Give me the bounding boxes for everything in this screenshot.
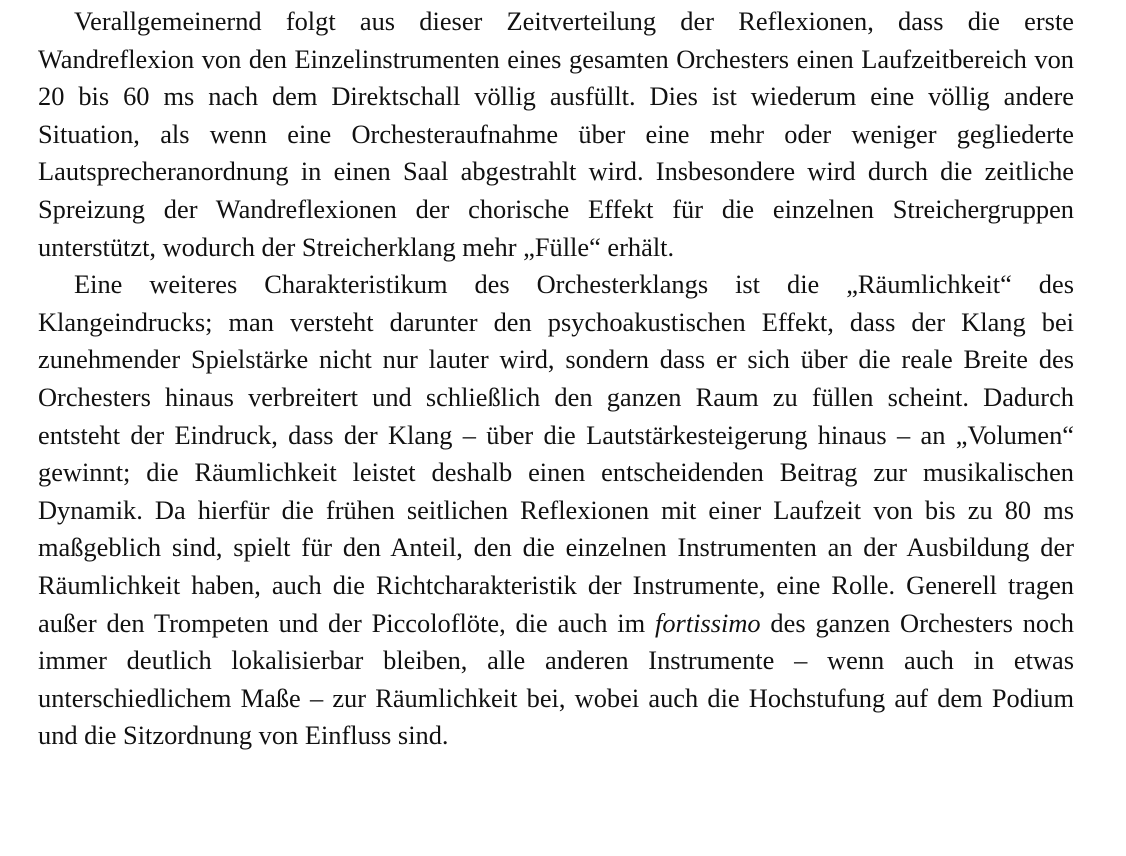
- paragraph-spaciousness: [38, 266, 1074, 755]
- italic-term-fortissimo: fortissimo: [654, 607, 761, 638]
- paragraph-spaciousness-text-start: Eine weiteres Charakteristikum des Orchesterklangs ist die „Räumlichkeit“ des Klangeindrucks; man versteht darunter den psychoakustischen Effekt, dass der Klang bei zunehmender Spielstärke nicht nur lauter wird, sondern dass er sich über die reale Breite des Orchesters hinaus verbreitert und schließlich den ganzen Raum zu füllen scheint. Dadurch entsteht der Eindruck, dass der Klang – über die Lautstärkesteigerung hinaus – an „Volumen“ gewinnt; die Räumlichkeit leistet deshalb einen entscheidenden Beitrag zur musikalischen Dynamik. Da hierfür die frühen seitlichen Reflexionen mit einer Laufzeit von bis zu 80 ms maßgeblich sind, spielt für den Anteil, den die einzelnen Instrumenten an der Ausbildung der Räumlichkeit haben, auch die Richtcharakteristik der Instrumente, eine Rolle. Generell tragen außer den Trompeten und der Piccoloflöte, die auch im: [38, 269, 1074, 638]
- paragraph-reflections: Verallgemeinernd folgt aus dieser Zeitverteilung der Reflexionen, dass die erste Wandreflexion von den Einzelinstrumenten eines gesamten Orchesters einen Laufzeitbereich von 20 bis 60 ms nach dem Direktschall völlig ausfüllt. Dies ist wiederum eine völlig andere Situation, als wenn eine Orchesteraufnahme über eine mehr oder weniger gegliederte Lautsprecheranordnung in einen Saal abgestrahlt wird. Insbesondere wird durch die zeitliche Spreizung der Wandreflexionen der chorische Effekt für die einzelnen Streichergruppen unterstützt, wodurch der Streicherklang mehr „Fülle“ erhält.: [38, 6, 1074, 262]
- paragraph-spaciousness-text-end: des ganzen Orchesters noch immer deutlich lokalisierbar bleiben, alle anderen Instrumente – wenn auch in etwas unterschiedlichem Maße – zur Räumlichkeit bei, wobei auch die Hochstufung auf dem Podium und die Sitzordnung von Einfluss sind.: [38, 607, 1074, 751]
